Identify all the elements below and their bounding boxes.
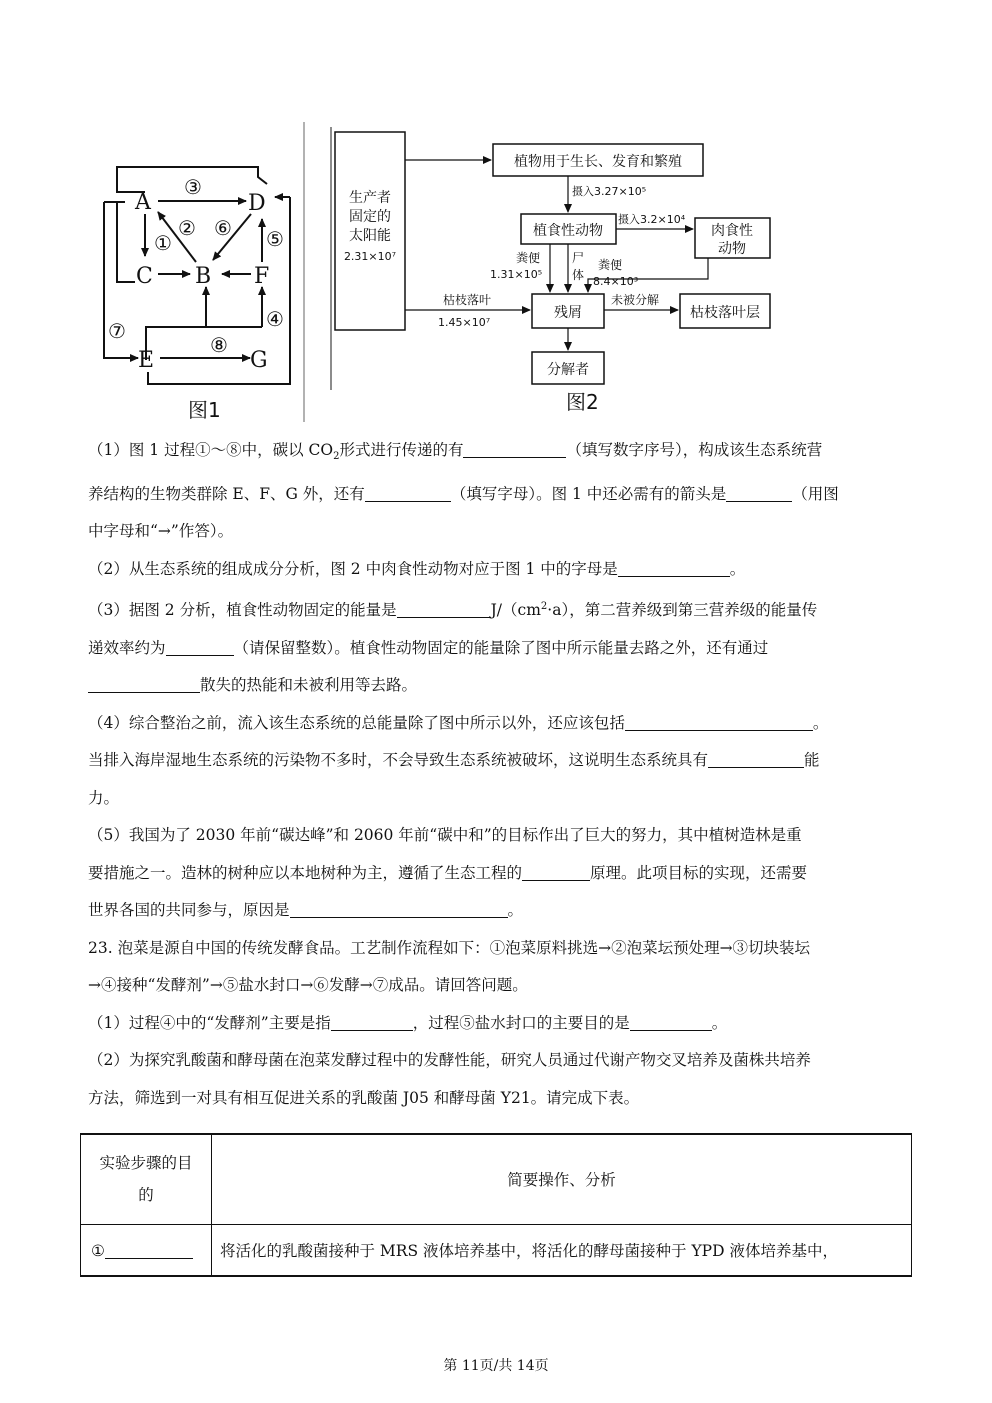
carnivore-line-1: 肉食性: [711, 223, 753, 239]
litter-value: 1.45×10⁷: [438, 316, 491, 329]
table-header-row: [81, 1134, 912, 1224]
feces-1-value: 1.31×10⁵: [490, 268, 543, 281]
feces-2-value: 8.4×10³: [593, 275, 639, 288]
answer-blank[interactable]: [166, 637, 234, 656]
q23-2-line-2: 方法，筛选到一对具有相互促进关系的乳酸菌 J05 和酵母菌 Y21。请完成下表。: [88, 1088, 640, 1107]
fig2-caption: 图2: [566, 390, 599, 414]
q23-1-line: （1）过程④中的“发酵剂”主要是指 ，过程⑤盐水封口的主要目的是 。: [88, 1013, 728, 1032]
figure-2: [335, 132, 770, 414]
table-row: [81, 1224, 912, 1276]
litter-label: 枯枝落叶: [443, 293, 492, 307]
answer-blank[interactable]: [522, 862, 590, 881]
q2-line-1: （2）从生态系统的组成成分分析，图 2 中肉食性动物对应于图 1 中的字母是 。: [88, 559, 746, 578]
q1-line-3: 中字母和“→”作答）。: [88, 522, 234, 541]
q23-line-2: →④接种“发酵剂”→⑤盐水封口→⑥发酵→⑦成品。请回答问题。: [88, 976, 528, 995]
undecomposed-label: 未被分解: [611, 293, 660, 307]
fig1-node-f: F: [254, 264, 270, 289]
decomposer-label: 分解者: [547, 362, 589, 378]
fig1-label-4: ④: [266, 307, 284, 331]
q3-line-3: 散失的热能和未被利用等去路。: [88, 667, 903, 705]
answer-blank[interactable]: [618, 558, 730, 577]
growth-box-label: 植物用于生长、发育和繁殖: [514, 154, 682, 170]
herbivore-label: 植食性动物: [533, 223, 603, 239]
answer-blank[interactable]: [331, 1012, 413, 1031]
q3-line-2: 递效率约为 （请保留整数）。植食性动物固定的能量除了图中所示能量去路之外，还有通过: [88, 638, 769, 657]
answer-blank[interactable]: [726, 483, 792, 502]
answer-blank[interactable]: [105, 1240, 193, 1259]
corpse-line-1: 尸: [572, 251, 585, 265]
row1-operation: 将活化的乳酸菌接种于 MRS 液体培养基中，将活化的酵母菌接种于 YPD 液体培养基中，: [212, 1224, 912, 1276]
carnivore-line-2: 动物: [718, 241, 746, 257]
producer-line-2: 固定的: [349, 209, 391, 225]
q4-line-3: 力。: [88, 788, 120, 807]
fig1-node-a: A: [135, 190, 151, 215]
fig1-label-8: ⑧: [210, 333, 228, 357]
fig1-caption: 图1: [188, 398, 221, 422]
fig1-node-b: B: [195, 264, 212, 289]
answer-blank[interactable]: [290, 899, 508, 918]
intake-1-label: 摄入3.27×10⁵: [572, 185, 647, 198]
answer-blank[interactable]: [630, 1012, 712, 1031]
feces-1-label: 粪便: [516, 251, 541, 265]
q23-line-1: 23. 泡菜是源自中国的传统发酵食品。工艺制作流程如下：①泡菜原料挑选→②泡菜坛预处理→③切块装坛: [88, 938, 811, 957]
q3-line-1: （3）据图 2 分析，植食性动物固定的能量是 $J/(cm^2\cdot a)$，第二营养级到第三营养级的能量传: [88, 601, 818, 620]
residue-label: 残屑: [554, 305, 582, 321]
fig1-node-c: C: [136, 264, 153, 289]
q5-line-3: 世界各国的共同参与，原因是 。: [88, 901, 524, 920]
fig1-node-d: D: [248, 191, 266, 216]
q5-line-2: 要措施之一。造林的树种应以本地树种为主，遵循了生态工程的 原理。此项目标的实现，还需要: [88, 863, 808, 882]
page-footer: 第 11页/共 14页: [443, 1358, 549, 1374]
answer-blank[interactable]: [708, 749, 804, 768]
question-22-body: [88, 432, 903, 1117]
intake-2-label: 摄入3.2×10⁴: [618, 213, 686, 226]
q1-line-1: （1）图 1 过程①～⑧中，碳以 $CO_2$形式进行传递的有 （填写数字序号），构成该生态系统营: [88, 441, 823, 463]
q4-line-1: （4）综合整治之前，流入该生态系统的总能量除了图中所示以外，还应该包括 。: [88, 713, 829, 732]
answer-blank[interactable]: [397, 599, 491, 618]
fig1-node-g: G: [250, 348, 268, 373]
fig1-label-6: ⑥: [214, 216, 232, 240]
producer-line-3: 太阳能: [349, 228, 391, 244]
experiment-table: [80, 1133, 912, 1277]
q23-2-line-1: （2）为探究乳酸菌和酵母菌在泡菜发酵过程中的发酵性能，研究人员通过代谢产物交叉培养及菌株共培养: [88, 1051, 811, 1070]
q4-line-2: 当排入海岸湿地生态系统的污染物不多时，不会导致生态系统被破坏，这说明生态系统具有 能: [88, 751, 820, 770]
producer-line-1: 生产者: [349, 190, 391, 206]
feces-2-label: 粪便: [598, 258, 623, 272]
figures: [88, 122, 788, 422]
header-operation: 简要操作、分析: [212, 1134, 912, 1224]
q1-line-2: 养结构的生物类群除 E、F、G 外，还有 （填写字母）。图 1 中还必需有的箭头是 （用图: [88, 484, 839, 503]
answer-blank[interactable]: [463, 439, 566, 458]
fig1-label-1: ①: [154, 231, 172, 255]
answer-blank[interactable]: [88, 674, 200, 693]
answer-blank[interactable]: [365, 483, 451, 502]
header-purpose: 实验步骤的目 的: [81, 1134, 212, 1224]
answer-blank[interactable]: [625, 712, 813, 731]
fig1-node-e: E: [138, 348, 155, 373]
fig1-label-7: ⑦: [108, 319, 126, 343]
corpse-line-2: 体: [572, 268, 585, 282]
fig1-label-2: ②: [178, 216, 196, 240]
litter-layer-label: 枯枝落叶层: [690, 305, 760, 321]
fig1-label-5: ⑤: [266, 227, 284, 251]
q5-line-1: （5）我国为了 2030 年前“碳达峰”和 2060 年前“碳中和”的目标作出了巨大的努力，其中植树造林是重: [88, 826, 802, 845]
row1-purpose: ①: [81, 1224, 212, 1276]
fig1-label-3: ③: [184, 175, 202, 199]
producer-value: 2.31×10⁷: [343, 250, 397, 263]
